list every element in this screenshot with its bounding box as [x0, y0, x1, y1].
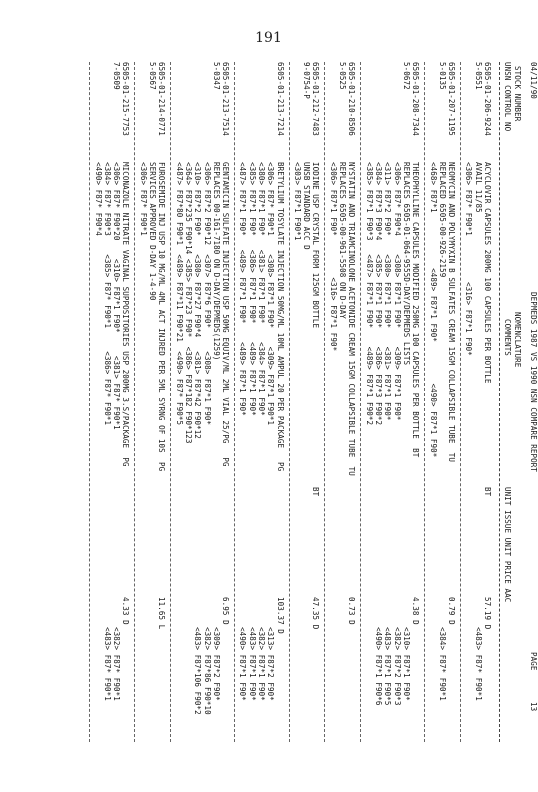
stock-entry: [464, 62, 492, 742]
item-description: NEOMYCIN AND POLYMYXIN B SULFATES CREAM 15GM COLLAPSIBLE TUBE TU: [447, 162, 457, 462]
entry-separator: [424, 62, 425, 742]
stock-number: [402, 62, 421, 154]
control-number: 5-0347: [211, 62, 221, 90]
stock-entry: [174, 62, 230, 742]
control-number: 7-0509: [112, 62, 122, 90]
unit-code: <490> F87*1 F90*: [238, 627, 248, 701]
item-comment: <306> F87*1 F90* <316> F87*1 F90*: [328, 162, 338, 352]
control-number: 9-0754-P: [302, 62, 312, 99]
nomenclature: [293, 162, 321, 542]
unit-price: 0.73 D: [347, 597, 357, 625]
column-nomenclature: NOMENCLATURE: [513, 312, 522, 368]
stock-entry: [138, 62, 166, 742]
nomenclature: [464, 162, 492, 542]
unit-codes: [374, 627, 411, 742]
nomenclature: [238, 162, 284, 542]
nomenclature: [174, 162, 230, 542]
nsn: 6505-01-207-1195: [447, 62, 457, 136]
column-comments: COMMENTS: [503, 319, 512, 356]
item-comment: REPLACED 6505-00-926-2159: [437, 162, 447, 278]
nsn: 6505-01-213-7514: [221, 62, 231, 136]
nomenclature: [428, 162, 456, 542]
column-stock-number: STOCK NUMBER: [513, 66, 522, 122]
stock-entry: [329, 62, 357, 742]
item-description: NYSTATIN AND TRIAMCINOLONE ACETONIDE CREAM 15GM COLLAPSIBLE TUBE TU: [347, 162, 357, 476]
entry-separator: [134, 62, 135, 742]
report-title: DEPMEDS 1987 VS 1990 NSN COMPARE REPORT: [529, 292, 538, 472]
unit-code: <483> F87*106 F90*2: [193, 627, 203, 715]
item-comment: REPLACES 00-161-7180 ON D-DAY/DEPMEDS(1259): [211, 162, 221, 361]
item-comment: <490> F87* F90*4: [93, 162, 103, 236]
item-comment: <311> F87*2 F90* <380> F87*1 F90* <381> F87*1 F90*: [383, 162, 393, 421]
unit-code: <309> F87*2 F90*: [211, 627, 221, 701]
nsn: 6505-01-210-8506: [347, 62, 357, 136]
unit-code: <382> F87*1 F90*: [257, 627, 267, 701]
item-description: BRETYLIUM TOSYLATE INJECTION 50MG/ML 10ML AMPUL 20 PER PACKAGE PG: [275, 162, 285, 472]
nsn: 6505-01-213-7214: [275, 62, 285, 136]
nsn: 6505-01-206-9244: [483, 62, 492, 136]
report-page-value: 13: [529, 702, 538, 712]
item-comment: AVAIL 11/85: [473, 162, 483, 213]
unit-code: <382> F87*86 F90*10: [202, 627, 212, 715]
item-comment: <310> F87*2 F90* <380> F87*27 F90*4 <381> F87*42 F90*12: [193, 162, 203, 439]
report-date: 04/11/90: [529, 62, 538, 99]
item-comment: <306> F87* F90*1 <308> F87*1 F90* <309> F87*1 F90*1: [266, 162, 276, 426]
report-sheet: [48, 62, 538, 742]
stock-number: [338, 62, 357, 154]
nomenclature: [329, 162, 357, 542]
item-description: IODINE USP CRYSTAL FORM 125GM BOTTLE: [311, 162, 321, 329]
stock-number: [212, 62, 231, 154]
item-comment: <303> F87*1 F90*1: [292, 162, 302, 241]
control-number: 5-0525: [338, 62, 348, 90]
unit-code: <382> F87* F90*1: [112, 627, 122, 701]
item-description: THEOPHYLLINE CAPSULES MODIFIED 250MG 100 CAPSULES PER BOTTLE BT: [411, 162, 421, 458]
stock-number: [438, 62, 457, 154]
item-comment: REPLACES 6505-00-961-5508 ON D-DAY: [338, 162, 348, 319]
nomenclature: [93, 162, 130, 542]
nomenclature: [364, 162, 420, 542]
stock-number: [302, 62, 321, 154]
item-comment: SERVICES APPROVED D-DAY 1-4-90: [148, 162, 158, 301]
unit-price: 57.19 D: [483, 597, 492, 630]
unit-price: 47.35 D: [311, 597, 321, 630]
item-comment: <380> F87*1 F90* <381> F87*1 F90* <384> F87*1 F90*: [257, 162, 267, 416]
unit-of-issue: BT: [483, 487, 492, 497]
stock-number: [112, 62, 131, 154]
item-comment: <306> F87* F90*20 <310> F87*1 F90* <381> F87* F90*1: [112, 162, 122, 430]
unit-code: <483> F87*1 F90*: [247, 627, 257, 701]
unit-price: 4.38 D: [411, 597, 421, 625]
stock-number: [275, 62, 284, 154]
item-comment: <487> F87*80 F90*1 <489> F87*11 F90*21 <490> F87* F90*5: [174, 162, 184, 426]
nomenclature: [138, 162, 166, 542]
control-number: 5-0135: [437, 62, 447, 90]
stock-entry: [93, 62, 130, 742]
unit-codes: [103, 627, 122, 742]
control-number: 5-0551: [473, 62, 483, 90]
unit-codes: [438, 627, 447, 742]
item-description: GENTAMICIN SULFATE INJECTION USP 50MG EQUIV/ML 2ML VIAL 25/PG PG: [221, 162, 231, 467]
item-comment: <385> F87*1 F90*3 <487> F87*1 F90* <489> F87*1 F90*2: [364, 162, 374, 426]
page-number: 191: [255, 30, 282, 46]
entry-separator: [234, 62, 235, 742]
column-unit-price: UNIT ISSUE UNIT PRICE AAC: [503, 487, 512, 603]
unit-price: 4.33 D: [121, 597, 131, 625]
unit-price: 11.65 L: [157, 597, 167, 630]
item-comment: <384> F87*3 F90*4 <385> F87*1 F90* <386> F87*3 F90*2: [374, 162, 384, 426]
item-comment: <364> F87*235 F90*14 <385> F87*23 F90* <386> F87*182 F90*123: [183, 162, 193, 444]
item-comment: <306> F87* F90*4 <308> F87*1 F90* <309> F87*1 F90*: [392, 162, 402, 421]
entry-separator: [460, 62, 461, 742]
unit-code: <313> F87*2 F90*: [266, 627, 276, 701]
item-description: MICONAZOLE NITRATE VAGINAL SUPPOSITORIES USP 200MG 3.S/PACKAGE PG: [121, 162, 131, 467]
unit-codes: [238, 627, 275, 742]
item-comment: UNSB STANDARD ACC D: [302, 162, 312, 250]
unit-code: <384> F87* F90*1: [437, 627, 447, 701]
item-comment: <468> F87*1 <489> F87*1 F90* <490> F87*1 F90*: [428, 162, 438, 458]
stock-entry: [428, 62, 456, 742]
item-description: FUROSEMIDE INJ USP 10 MG/ML 4ML ACT INJRED PER 5ML SYRNG OF 10S PG: [157, 162, 167, 472]
stock-number: [148, 62, 167, 154]
nsn: 6505-01-208-7344: [411, 62, 421, 136]
stock-entry: [364, 62, 420, 742]
item-comment: <306> F87*2 F90*12 <307> F87*6 F90* <308> F87*1 F90*: [202, 162, 212, 426]
entry-separator: [360, 62, 361, 742]
nsn: 6505-01-212-7483: [311, 62, 321, 136]
item-comment: REPLACES 6505-01-064-9555D-DAY/DEPMEDS LISTS: [401, 162, 411, 366]
item-comment: <384> F87* F90*3 <385> F87* F90*1 <386> F87* F90*1: [102, 162, 112, 426]
report-page-label: PAGE: [529, 652, 538, 671]
unit-price: 103.37 D: [275, 597, 285, 634]
unit-of-issue: BT: [311, 487, 321, 497]
stock-entry: [238, 62, 285, 742]
column-control-number: UNSN CONTROL NO: [503, 62, 512, 132]
unit-code: <382> F87*2 F90*3: [392, 627, 402, 706]
unit-codes: [193, 627, 221, 742]
item-comment: <306> F87* F90*1: [138, 162, 148, 236]
unit-price: 6.95 D: [221, 597, 231, 625]
item-comment: <385> F87*1 F90* <386> F87*1 F90* <489> F87*1 F90*: [247, 162, 257, 416]
unit-code: <310> F87*1 F90*: [401, 627, 411, 701]
control-number: 5-0567: [148, 62, 158, 90]
unit-code: <483> F87*1 F90*5: [383, 627, 393, 706]
entry-separator: [170, 62, 171, 742]
stock-number: [473, 62, 492, 154]
unit-code: <483> F87* F90*1: [473, 627, 483, 701]
entry-separator: [289, 62, 290, 742]
stock-entry: [293, 62, 321, 742]
entry-separator: [89, 62, 90, 742]
nsn: 6505-01-215-7753: [121, 62, 131, 136]
nsn: 6505-01-214-0771: [157, 62, 167, 136]
unit-code: <483> F87* F90*1: [102, 627, 112, 701]
unit-codes: [473, 627, 482, 742]
item-description: ACYCLOVIR CAPSULES 200MG 100 CAPSULES PER BOTTLE: [483, 162, 492, 384]
item-comment: <306> F87* F90*1 <316> F87*1 F90*: [464, 162, 474, 356]
item-comment: <487> F87*1 F90* <489> F87*1 F90* <489> F87*1 F90*: [238, 162, 248, 416]
unit-code: <490> F87*1 F90*6: [374, 627, 384, 706]
control-number: 5-0672: [401, 62, 411, 90]
entry-separator: [325, 62, 326, 742]
header-rule: [499, 62, 500, 742]
unit-price: 0.79 D: [447, 597, 457, 625]
